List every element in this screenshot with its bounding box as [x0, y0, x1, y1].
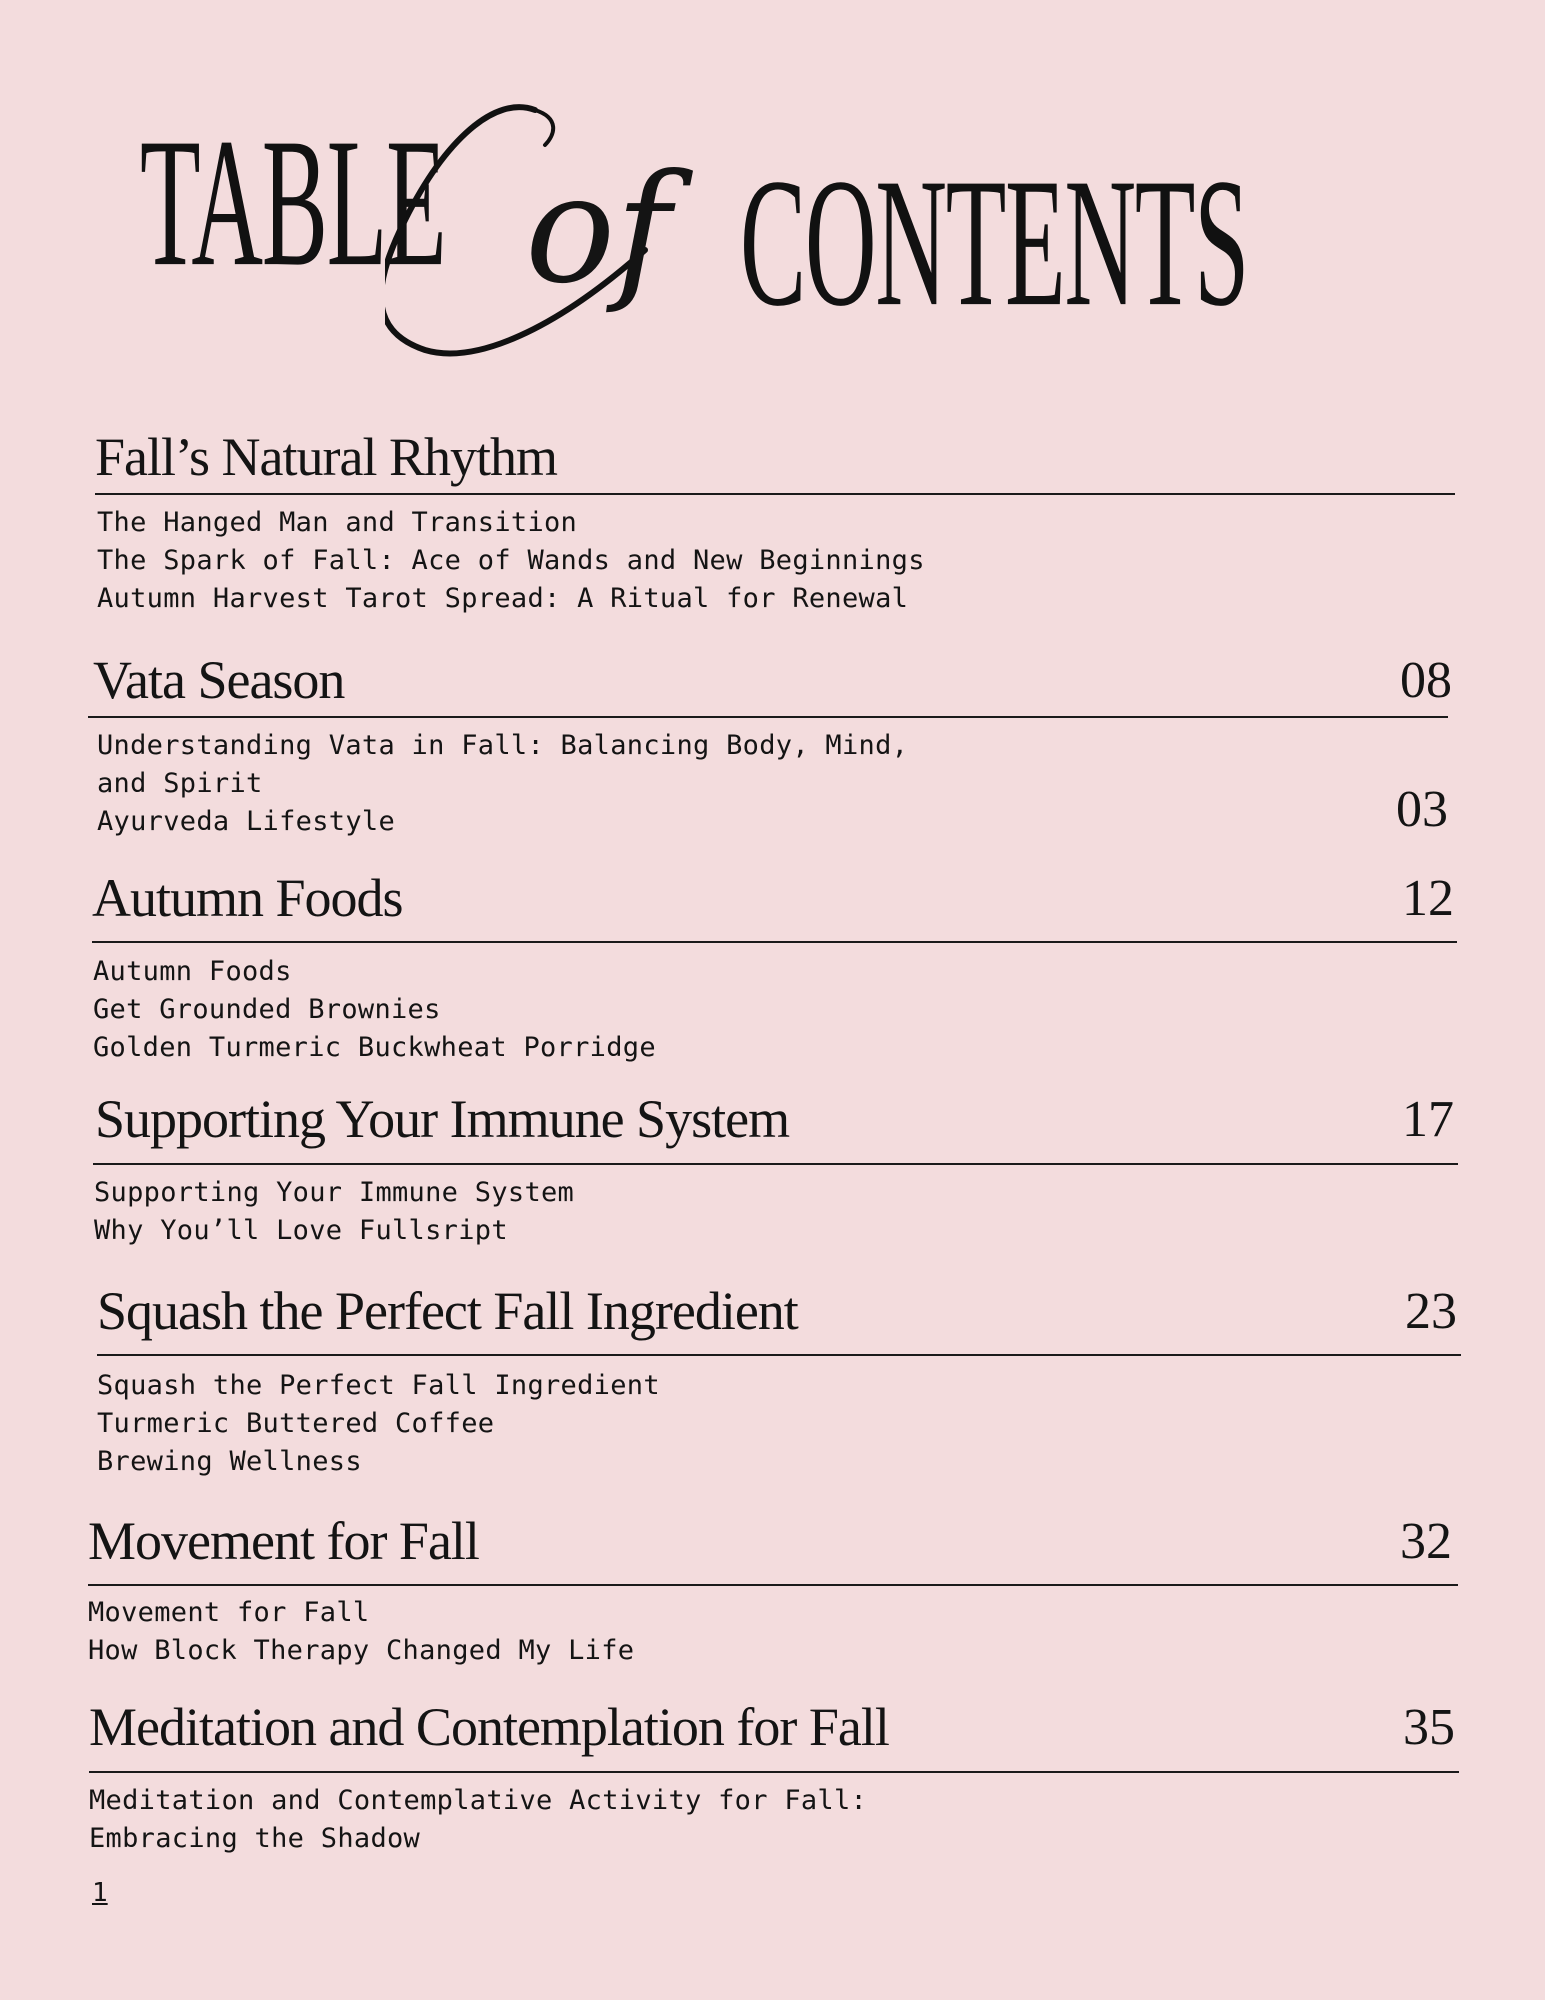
toc-item[interactable]: Understanding Vata in Fall: Balancing Body, Mind,	[97, 730, 909, 761]
section-divider	[93, 1163, 1458, 1165]
toc-item[interactable]: Embracing the Shadow	[89, 1823, 421, 1854]
section-page-number: 12	[1402, 870, 1454, 927]
toc-item[interactable]: Turmeric Buttered Coffee	[97, 1408, 495, 1439]
toc-item[interactable]: Autumn Harvest Tarot Spread: A Ritual for Renewal	[97, 583, 909, 614]
toc-item[interactable]: The Spark of Fall: Ace of Wands and New Beginnings	[97, 545, 925, 576]
toc-item[interactable]: Ayurveda Lifestyle	[97, 806, 395, 837]
title-word-table: TABLE	[140, 99, 446, 305]
item-page-number: 03	[1396, 781, 1448, 838]
section-heading[interactable]: Vata Season	[93, 650, 345, 710]
section-page-number: 23	[1405, 1283, 1457, 1340]
title-word-of: of	[525, 143, 671, 317]
section-divider	[97, 1354, 1461, 1356]
section-page-number: 32	[1400, 1513, 1452, 1570]
section-divider	[89, 1771, 1459, 1773]
title-word-contents: CONTENTS	[740, 139, 1249, 345]
section-items	[97, 727, 908, 841]
section-items	[94, 1174, 574, 1250]
section-divider	[95, 493, 1455, 495]
page-number: 1	[92, 1878, 108, 1908]
section-heading[interactable]: Supporting Your Immune System	[95, 1089, 790, 1149]
section-divider	[92, 941, 1457, 943]
toc-item[interactable]: Squash the Perfect Fall Ingredient	[97, 1370, 660, 1401]
section-page-number: 35	[1403, 1699, 1455, 1756]
toc-item[interactable]: The Hanged Man and Transition	[97, 507, 578, 538]
toc-item[interactable]: Why You’ll Love Fullsript	[94, 1215, 508, 1246]
toc-item[interactable]: Golden Turmeric Buckwheat Porridge	[93, 1032, 656, 1063]
section-page-number: 17	[1402, 1091, 1454, 1148]
section-divider	[88, 1584, 1458, 1586]
toc-item[interactable]: Meditation and Contemplative Activity for Fall:	[89, 1785, 868, 1816]
toc-item[interactable]: Autumn Foods	[93, 956, 292, 987]
toc-item[interactable]: and Spirit	[97, 768, 263, 799]
page-title	[130, 100, 1350, 380]
toc-item[interactable]: Get Grounded Brownies	[93, 994, 441, 1025]
section-heading[interactable]: Movement for Fall	[88, 1511, 479, 1571]
section-items	[97, 504, 925, 618]
section-heading[interactable]: Fall’s Natural Rhythm	[95, 427, 557, 487]
section-divider	[88, 716, 1448, 718]
section-heading[interactable]: Meditation and Contemplation for Fall	[89, 1697, 889, 1757]
section-heading[interactable]: Autumn Foods	[92, 868, 403, 928]
toc-item[interactable]: Movement for Fall	[88, 1597, 370, 1628]
section-items	[93, 953, 656, 1067]
section-items	[97, 1367, 660, 1481]
toc-item[interactable]: Brewing Wellness	[97, 1446, 362, 1477]
section-items	[89, 1782, 867, 1858]
toc-item[interactable]: How Block Therapy Changed My Life	[88, 1635, 635, 1666]
section-heading[interactable]: Squash the Perfect Fall Ingredient	[97, 1281, 798, 1341]
section-items	[88, 1594, 634, 1670]
section-page-number: 08	[1400, 652, 1452, 709]
toc-item[interactable]: Supporting Your Immune System	[94, 1177, 575, 1208]
